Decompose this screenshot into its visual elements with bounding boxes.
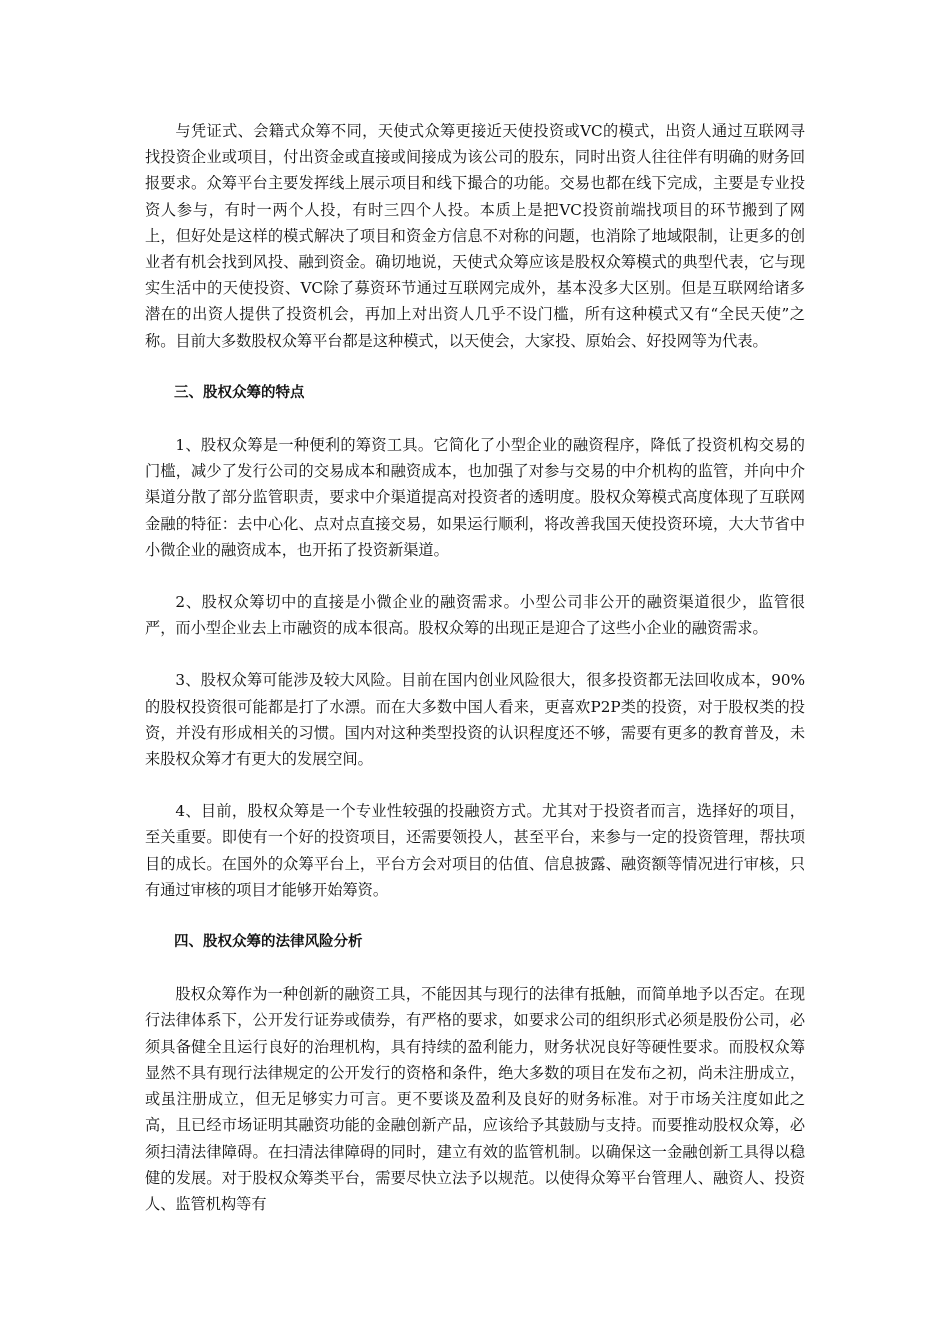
section-heading-legal-risk: 四、股权众筹的法律风险分析 (174, 934, 363, 951)
intro-paragraph: 与凭证式、会籍式众筹不同，天使式众筹更接近天使投资或VC的模式，出资人通过互联网寻找投资企业或项目，付出资金或直接或间接成为该公司的股东，同时出资人往往伴有明确的财务回报要求。众筹平台主要发挥线上展示项目和线下撮合的功能。交易也都在线下完成，主要是专业投资人参与，有时一两个人投，有时三四个人投。本质上是把VC投资前端找项目的环节搬到了网上，但好处是这样的模式解决了项目和资金方信息不对称的问题，也消除了地域限制，让更多的创业者有机会找到风投、融到资金。确切地说，天使式众筹应该是股权众筹模式的典型代表，它与现实生活中的天使投资、VC除了募资环节通过互联网完成外，基本没多大区别。但是互联网给诸多潜在的出资人提供了投资机会，再加上对出资人几乎不设门槛，所有这种模式又有“全民天使”之称。目前大多数股权众筹平台都是这种模式，以天使会，大家投、原始会、好投网等为代表。 (145, 122, 805, 350)
characteristic-point-3: 3、股权众筹可能涉及较大风险。目前在国内创业风险很大，很多投资都无法回收成本，90%的股权投资很可能都是打了水漂。而在大多数中国人看来，更喜欢P2P类的投资，对于股权类的投资，并没有形成相关的习惯。国内对这种类型投资的认识程度还不够，需要有更多的教育普及，未来股权众筹才有更大的发展空间。 (145, 671, 805, 769)
characteristic-point-4: 4、目前，股权众筹是一个专业性较强的投融资方式。尤其对于投资者而言，选择好的项目，至关重要。即使有一个好的投资项目，还需要领投人，甚至平台，来参与一定的投资管理，帮扶项目的成长。在国外的众筹平台上，平台方会对项目的估值、信息披露、融资额等情况进行审核，只有通过审核的项目才能够开始筹资。 (145, 802, 805, 899)
characteristic-point-2: 2、股权众筹切中的直接是小微企业的融资需求。小型公司非公开的融资渠道很少，监管很严，而小型企业去上市融资的成本很高。股权众筹的出现正是迎合了这些小企业的融资需求。 (145, 593, 805, 638)
characteristic-point-1: 1、股权众筹是一种便利的筹资工具。它简化了小型企业的融资程序，降低了投资机构交易的门槛，减少了发行公司的交易成本和融资成本，也加强了对参与交易的中介机构的监管，并向中介渠道分散了部分监管职责，要求中介渠道提高对投资者的透明度。股权众筹模式高度体现了互联网金融的特征：去中心化、点对点直接交易，如果运行顺利，将改善我国天使投资环境，大大节省中小微企业的融资成本，也开拓了投资新渠道。 (145, 436, 805, 559)
legal-risk-paragraph: 股权众筹作为一种创新的融资工具，不能因其与现行的法律有抵触，而简单地予以否定。在现行法律体系下，公开发行证券或债券，有严格的要求，如要求公司的组织形式必须是股份公司，必须具备健全且运行良好的治理机构，具有持续的盈利能力，财务状况良好等硬性要求。而股权众筹显然不具有现行法律规定的公开发行的资格和条件，绝大多数的项目在发布之初，尚未注册成立，或虽注册成立，但无足够实力可言。更不要谈及盈利及良好的财务标准。对于市场关注度如此之高，且已经市场证明其融资功能的金融创新产品，应该给予其鼓励与支持。而要推动股权众筹，必须扫清法律障碍。在扫清法律障碍的同时，建立有效的监管机制。以确保这一金融创新工具得以稳健的发展。对于股权众筹类平台，需要尽快立法予以规范。以使得众筹平台管理人、融资人、投资人、监管机构等有 (145, 985, 805, 1213)
document-page (145, 118, 805, 1243)
section-heading-characteristics: 三、股权众筹的特点 (174, 384, 305, 401)
